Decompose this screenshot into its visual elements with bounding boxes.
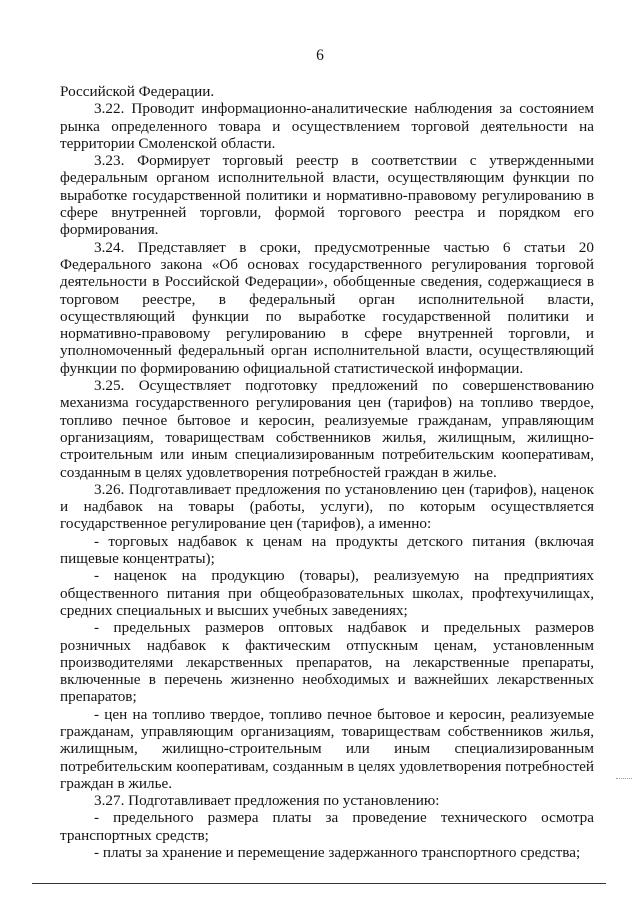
list-item-inspection-fee: - предельного размера платы за проведение технического осмотра транспортных средств; bbox=[60, 809, 594, 844]
paragraph-3-24: 3.24. Представляет в сроки, предусмотренные частью 6 статьи 20 Федерального закона «Об основах государственного регулирования торговой деятельности в Российской Федерации», обобщенные сведения, содержащиеся в торговом реестре, в федеральный орган исполнительной власти, осуществляющий функции по выработке государственной политики и нормативно-правовому регулированию в сфере внутренней торговли, и уполномоченный федеральный орган исполнительной власти, осуществляющий функции по формированию официальной статистической информации. bbox=[60, 238, 594, 377]
list-item-fuel-prices: - цен на топливо твердое, топливо печное бытовое и керосин, реализуемые гражданам, управляющим организациям, товариществам собственников жилья, жилищным, жилищно-строительным или иным специализированным потребительским кооперативам, созданным в целях удовлетворения потребностей граждан в жилье. bbox=[60, 705, 594, 792]
page-number: 6 bbox=[316, 47, 324, 64]
document-body bbox=[60, 83, 594, 861]
paragraph-3-22: 3.22. Проводит информационно-аналитические наблюдения за состоянием рынка определенного товара и осуществлением торговой деятельности на территории Смоленской области. bbox=[60, 100, 594, 152]
bottom-divider bbox=[32, 883, 606, 884]
paragraph-3-25: 3.25. Осуществляет подготовку предложений по совершенствованию механизма государственного регулирования цен (тарифов) на топливо твердое, топливо печное бытовое и керосин, реализуемые гражданам, управляющим организациям, товариществам собственников жилья, жилищным, жилищно-строительным или иным специализированным потребительским кооперативам, созданным в целях удовлетворения потребностей граждан в жилье. bbox=[60, 377, 594, 481]
scan-artifact bbox=[616, 778, 632, 781]
paragraph-continuation: Российской Федерации. bbox=[60, 83, 215, 100]
paragraph-3-26: 3.26. Подготавливает предложения по установлению цен (тарифов), наценок и надбавок на товары (работы, услуги), по которым осуществляется государственное регулирование цен (тарифов), а именно: bbox=[60, 480, 594, 533]
list-item-medicine-markups: - предельных размеров оптовых надбавок и предельных размеров розничных надбавок к фактическим отпускным ценам, установленным производителями лекарственных препаратов, на лекарственные препараты, включенные в перечень жизненно необходимых и важнейших лекарственных препаратов; bbox=[60, 619, 594, 706]
paragraph-3-23: 3.23. Формирует торговый реестр в соответствии с утвержденными федеральным органом исполнительной власти, осуществляющим функции по выработке государственной политики и нормативно-правовому регулированию в сфере внутренней торговли, формой торгового реестра и порядком его формирования. bbox=[60, 152, 594, 239]
list-item-trade-markups: - торговых надбавок к ценам на продукты детского питания (включая пищевые концентраты); bbox=[60, 532, 594, 568]
list-item-vehicle-storage-fee: - платы за хранение и перемещение задержанного транспортного средства; bbox=[94, 844, 581, 862]
list-item-catering-markups: - наценок на продукцию (товары), реализуемую на предприятиях общественного питания при общеобразовательных школах, профтехучилищах, средних специальных и высших учебных заведениях; bbox=[60, 567, 594, 619]
paragraph-3-27: 3.27. Подготавливает предложения по установлению: bbox=[94, 792, 440, 810]
